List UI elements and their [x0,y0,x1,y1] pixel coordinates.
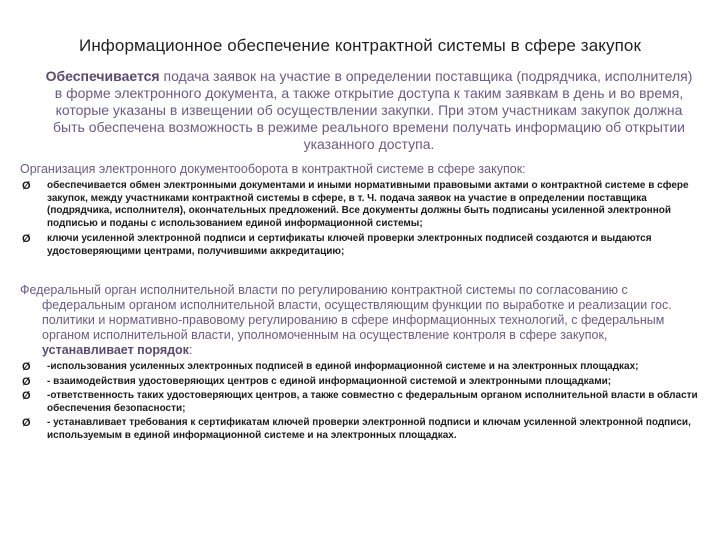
section2-lead-strong: устанавливает порядок [42,343,189,357]
list-item [20,361,702,374]
list-item [20,233,702,258]
list-item [20,417,702,442]
section2-lead-text: Федеральный орган исполнительной власти по регулированию контрактной системы по согласованию с федеральным органом исполнительной власти, осуществляющим функции по выработке и реализации гос. политики и нормативно-правовому регулированию в сфере информационных технологий, с федеральным органом исполнительной власти, уполномоченным на осуществление контроля в сфере закупок, [20,283,672,342]
list-item-text: ключи усиленной электронной подписи и сертификаты ключей проверки электронных подписей создаются и выдаются удостоверяющими центрами, получившими аккредитацию; [47,233,652,257]
section2-lead [20,283,702,358]
list-item-text: -использования усиленных электронных подписей в единой информационной системе и на электронных площадках; [47,361,639,372]
intro-text: подача заявок на участие в определении поставщика (подрядчика, исполнителя) в форме электронного документа, а также открытие доступа к таким заявкам в день и во время, которые указаны в извещении об осуществлении закупки. При этом участникам закупок должна быть обеспечена возможность в режиме реального времени получать информацию об открытии указанного доступа. [53,68,693,152]
list-item-text: обеспечивается обмен электронными документами и иными нормативными правовыми актами о контрактной системе в сфере закупок, между участниками контрактной системы в сфере, в т. Ч. подача заявок на участие в определении поставщика (подрядчика, исполнителя), окончательных предложений. Все документы должны быть подписаны усиленной электронной подписью и поданы с использованием единой информационной системы; [47,180,689,229]
arrow-bullet-icon: Ø [22,233,31,246]
section2-lead-end: : [188,343,193,357]
list-item [20,376,702,389]
section1-list [20,180,702,259]
arrow-bullet-icon: Ø [22,417,31,430]
section2-list [20,361,702,443]
list-item-text: - взаимодействия удостоверяющих центров с единой информационной системой и электронными площадками; [47,375,612,387]
list-item [20,390,702,415]
list-item [20,180,702,230]
section-procedure [20,283,702,445]
intro-paragraph [40,68,698,153]
list-item-text: - устанавливает требования к сертификатам ключей проверки электронной подписи и ключам усиленной электронной подписи, используемым в единой информационной системе и на электронных площадках. [47,417,691,441]
intro-strong: Обеспечивается [45,68,160,84]
arrow-bullet-icon: Ø [22,180,31,192]
section1-heading: Организация электронного документооборота в контрактной системе в сфере закупок: [20,162,526,176]
list-item-text: -ответственность таких удостоверяющих центров, а также совместно с федеральным органом исполнительной власти в области обеспечения безопасности; [47,390,698,414]
page-title: Информационное обеспечение контрактной системы в сфере закупок [79,36,641,55]
arrow-bullet-icon: Ø [22,361,31,373]
arrow-bullet-icon: Ø [22,375,31,388]
arrow-bullet-icon: Ø [22,390,31,403]
section-document-flow [20,162,702,262]
